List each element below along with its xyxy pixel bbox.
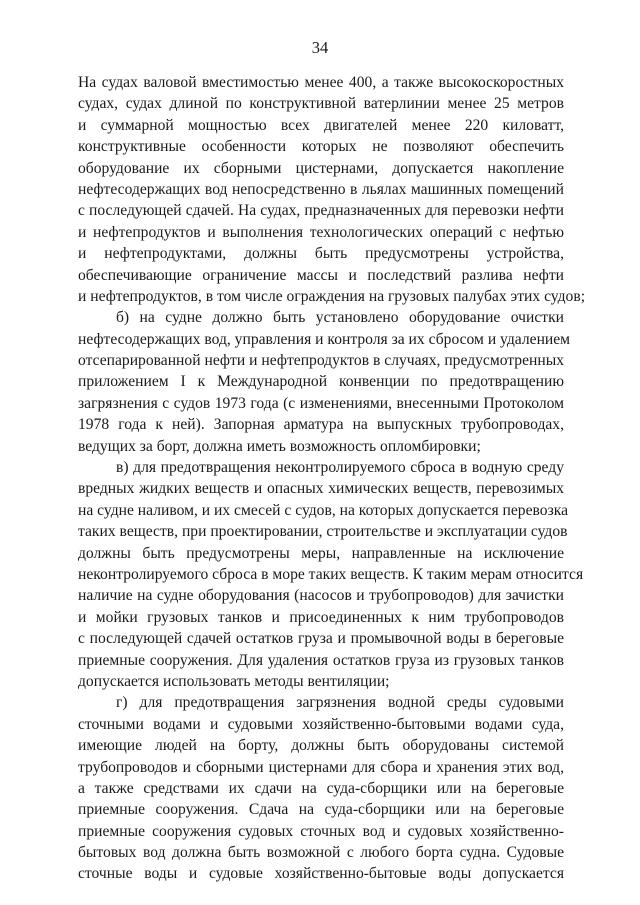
text-line: приложением I к Международной конвенции по предотвращению xyxy=(78,373,564,391)
text-line: допускается использовать методы вентиляции; xyxy=(78,672,390,690)
text-line: с последующей сдачей. На судах, предназначенных для перевозки нефти xyxy=(78,202,564,220)
text-line: наличие на судне оборудования (насосов и трубопроводов) для зачистки xyxy=(78,587,564,605)
text-line: 1978 года к ней). Запорная арматура на выпускных трубопроводах, xyxy=(78,416,564,434)
text-line: б) на судне должно быть установлено оборудование очистки xyxy=(116,309,564,327)
text-line: приемные сооружения. Для удаления остатков груза из грузовых танков xyxy=(78,651,564,669)
text-line: нефтесодержащих вод непосредственно в льялах машинных помещений xyxy=(78,180,564,198)
text-line: на судне наливом, и их смесей с судов, на которых допускается перевозка xyxy=(78,501,568,519)
paragraph-item-v xyxy=(78,457,584,692)
paragraph-continuation xyxy=(78,72,586,307)
text-line: и нефтепродуктами, должны быть предусмотрены устройства, xyxy=(78,245,564,263)
text-line: сточными водами и судовыми хозяйственно-бытовыми водами суда, xyxy=(78,715,564,733)
text-line: загрязнения с судов 1973 года (с изменениями, внесенными Протоколом xyxy=(78,394,564,412)
text-line: и суммарной мощностью всех двигателей менее 220 киловатт, xyxy=(78,116,564,134)
text-line: сточные воды и судовые хозяйственно-бытовые воды допускается xyxy=(78,865,564,883)
text-line: конструктивные особенности которых не позволяют обеспечить xyxy=(78,138,564,156)
text-line: и нефтепродуктов, в том числе ограждения на грузовых палубах этих судов; xyxy=(78,287,586,305)
text-line: ведущих за борт, должна иметь возможность опломбировки; xyxy=(78,437,481,455)
text-line: На судах валовой вместимостью менее 400, а также высокоскоростных xyxy=(78,74,564,91)
text-line: приемные сооружения. Сдача на суда-сборщики или на береговые xyxy=(78,801,564,819)
text-line: в) для предотвращения неконтролируемого сброса в водную среду xyxy=(116,459,564,477)
text-line: трубопроводов и сборными цистернами для сбора и хранения этих вод, xyxy=(78,758,564,776)
text-line: с последующей сдачей остатков груза и промывочной воды в береговые xyxy=(78,630,564,648)
text-line: имеющие людей на борту, должны быть оборудованы системой xyxy=(78,737,564,755)
text-line: неконтролируемого сброса в море таких веществ. К таким мерам относится xyxy=(78,565,584,583)
text-line: судах, судах длиной по конструктивной ватерлинии менее 25 метров xyxy=(78,95,564,113)
text-line: и мойки грузовых танков и присоединенных к ним трубопроводов xyxy=(78,608,564,626)
paragraph-item-b xyxy=(78,307,571,457)
text-line: а также средствами их сдачи на суда-сборщики или на береговые xyxy=(78,779,564,797)
paragraph-item-g xyxy=(78,692,564,885)
text-line: бытовых вод должна быть возможной с любого борта судна. Судовые xyxy=(78,844,564,862)
body-text xyxy=(78,72,586,885)
page-number: 34 xyxy=(311,38,329,57)
text-line: должны быть предусмотрены меры, направленные на исключение xyxy=(78,544,564,562)
text-line: г) для предотвращения загрязнения водной среды судовыми xyxy=(116,694,564,712)
text-line: обеспечивающие ограничение массы и последствий разлива нефти xyxy=(78,266,564,284)
text-line: нефтесодержащих вод, управления и контроля за их сбросом и удалением xyxy=(78,330,571,348)
text-line: таких веществ, при проектировании, строительстве и эксплуатации судов xyxy=(78,523,568,541)
text-line: оборудование их сборными цистернами, допускается накопление xyxy=(78,159,564,177)
text-line: вредных жидких веществ и опасных химических веществ, перевозимых xyxy=(78,480,564,498)
text-line: приемные сооружения судовых сточных вод и судовых хозяйственно- xyxy=(78,822,564,840)
text-line: отсепарированной нефти и нефтепродуктов в случаях, предусмотренных xyxy=(78,352,564,370)
text-line: и нефтепродуктов и выполнения технологических операций с нефтью xyxy=(78,223,564,241)
